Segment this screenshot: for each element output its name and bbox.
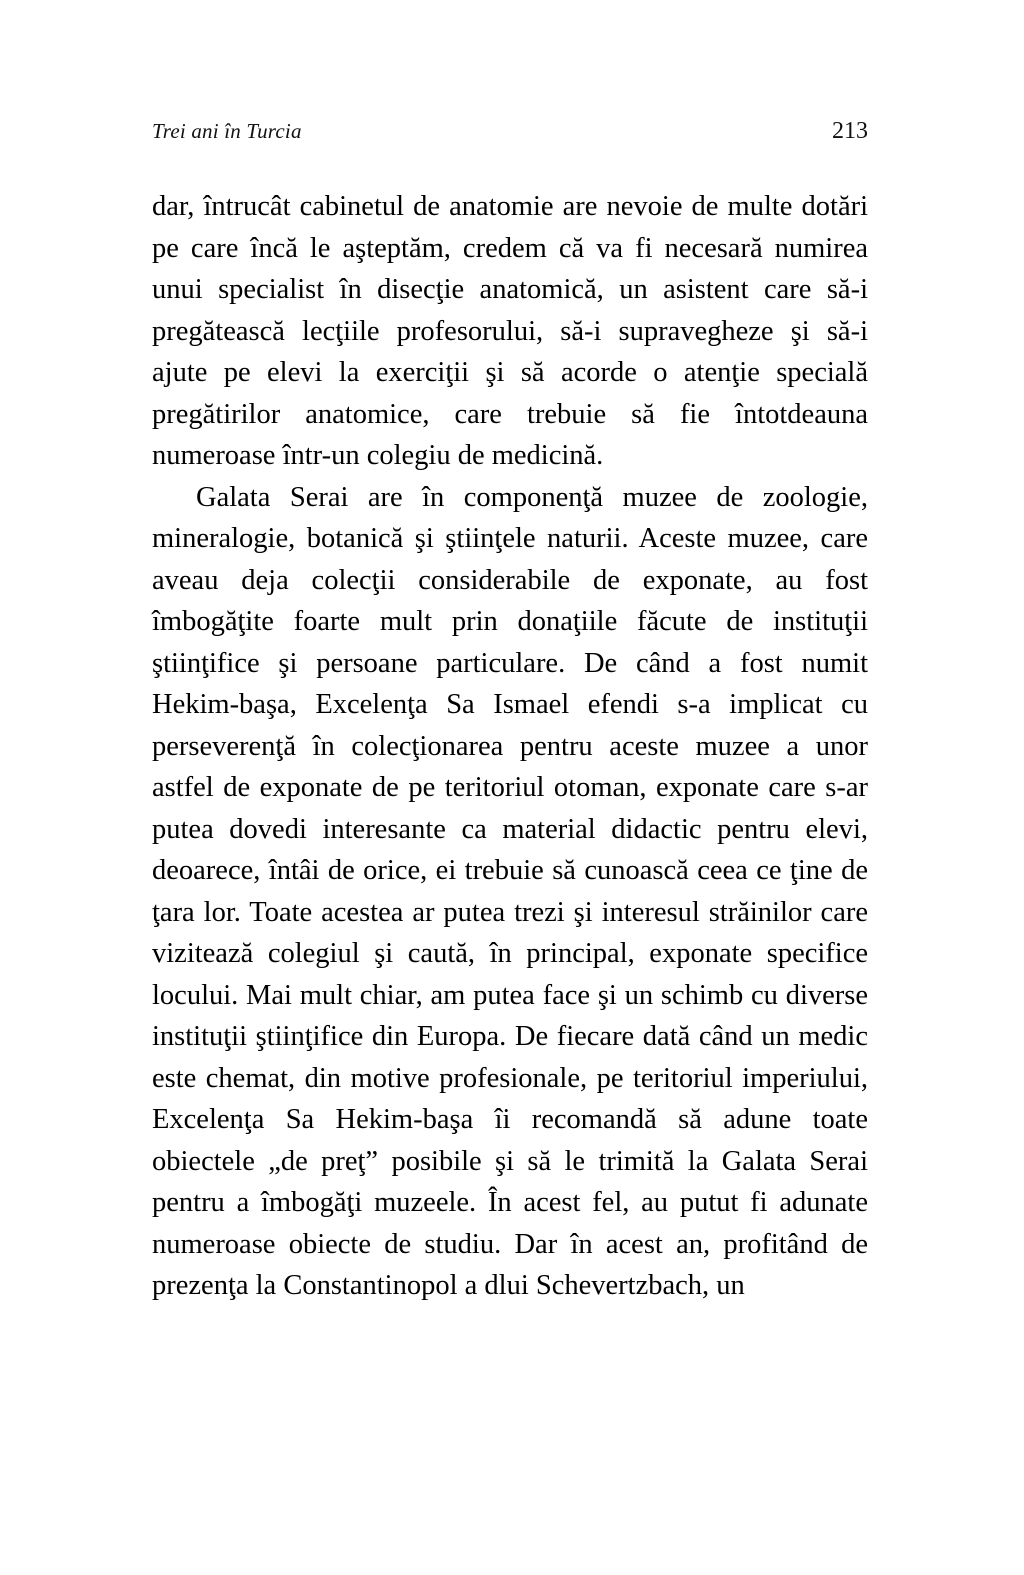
page-header (152, 118, 868, 145)
running-title: Trei ani în Turcia (152, 119, 302, 143)
paragraph: dar, întrucât cabinetul de anatomie are nevoie de multe dotări pe care încă le aşteptăm, credem că va fi necesară numirea unui specialist în disecţie anatomică, un asistent care să-i pregătească lecţiile profesorului, să-i supravegheze şi să-i ajute pe elevi la exerciţii şi să acorde o atenţie specială pregătirilor anatomice, care trebuie să fie întotdeauna numeroase într-un colegiu de medicină. (152, 191, 868, 471)
body-text-column (152, 186, 868, 1307)
page-number: 213 (832, 118, 868, 144)
paragraph: Galata Serai are în componenţă muzee de zoologie, mineralogie, botanică şi ştiinţele naturii. Aceste muzee, care aveau deja colecţii considerabile de exponate, au fost îmbogăţite foarte mult prin donaţiile făcute de instituţii ştiinţifice şi persoane particulare. De când a fost numit Hekim-başa, Excelenţa Sa Ismael efendi s-a implicat cu perseverenţă în colecţionarea pentru aceste muzee a unor astfel de exponate de pe teritoriul otoman, exponate care s-ar putea dovedi interesante ca material didactic pentru elevi, deoarece, întâi de orice, ei trebuie să cunoască ceea ce ţine de ţara lor. Toate acestea ar putea trezi şi interesul străinilor care vizitează colegiul şi caută, în principal, exponate specifice locului. Mai mult chiar, am putea face şi un schimb cu diverse instituţii ştiinţifice din Europa. De fiecare dată când un medic este chemat, din motive profesionale, pe teritoriul imperiului, Excelenţa Sa Hekim-başa îi recomandă să adune toate obiectele „de preţ” posibile şi să le trimită la Galata Serai pentru a îmbogăţi muzeele. În acest fel, au putut fi adunate numeroase obiecte de studiu. Dar în acest an, profitând de prezenţa la Constantinopol a dlui Schevertzbach, un (152, 481, 868, 1301)
